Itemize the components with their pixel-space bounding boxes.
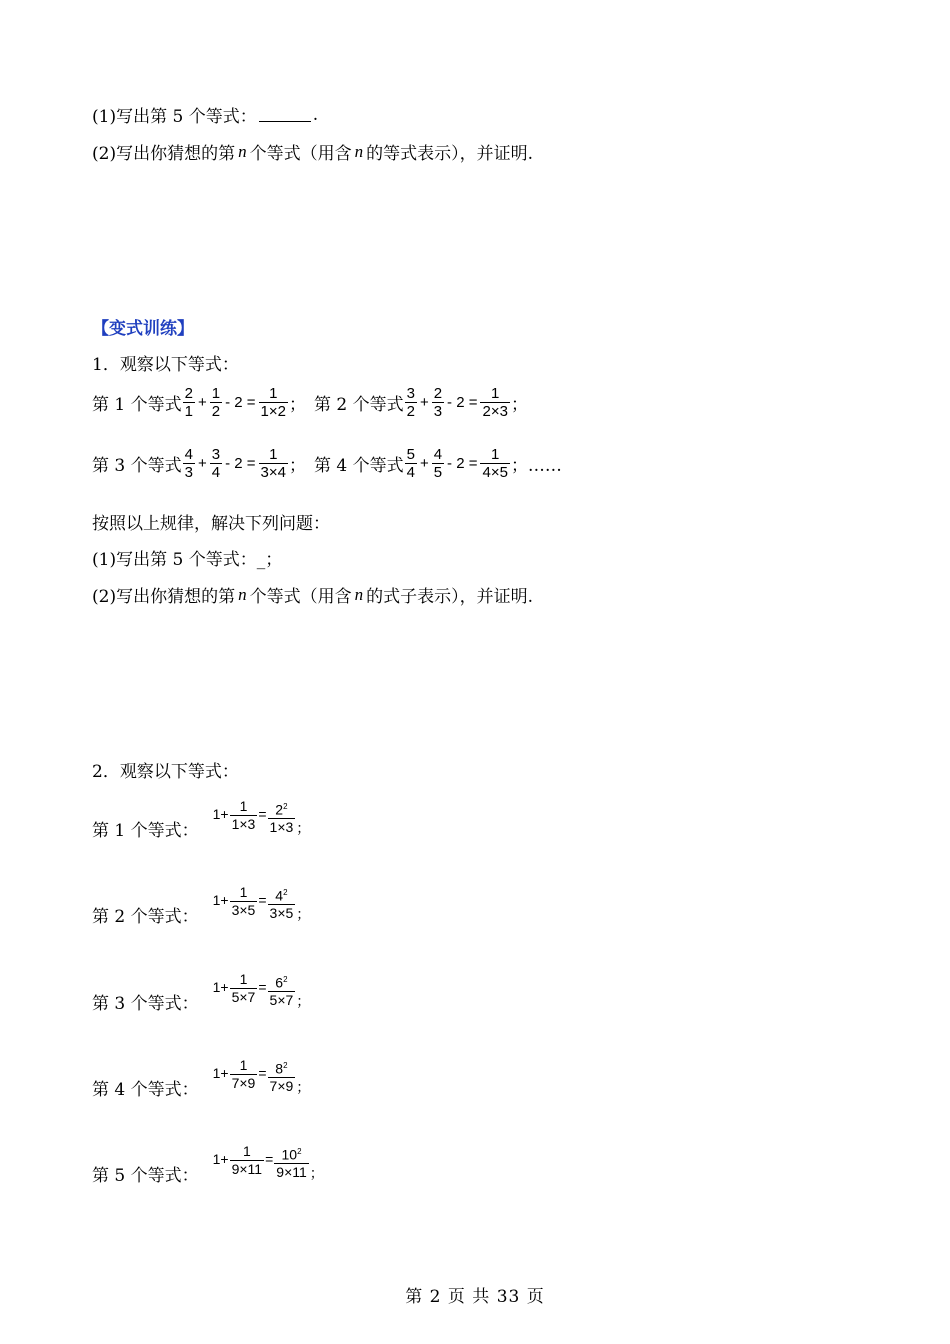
fraction-b: $\frac{1}{2}$	[211, 385, 221, 420]
fraction-a: $\frac{4}{3}$	[184, 446, 193, 481]
fraction-a: $\frac{2}{1}$	[184, 385, 193, 420]
question-2-text-a: (2)写出你猜想的第	[92, 587, 236, 607]
variable-n: n	[354, 584, 364, 604]
separator: ；……	[510, 456, 562, 476]
equation-label: 第 4 个等式	[313, 456, 404, 476]
exercise-1-question-2	[92, 582, 533, 607]
equation-label: 第 3 个等式	[92, 456, 182, 476]
fraction-result: $\frac{1}{1\times 2}$	[260, 385, 286, 420]
equation-label: 第 1 个等式：	[92, 821, 199, 841]
minus-two: - 2 =	[225, 394, 256, 411]
equation: 1+ $\frac{1}{5\times 7}$ = $\frac{6^2}{5\times 7}$ ；	[212, 970, 311, 1009]
equation-label: 第 2 个等式	[313, 395, 404, 415]
fraction-result: $\frac{1}{3\times 4}$	[260, 446, 286, 481]
exercise-2-intro: 2．观察以下等式：	[92, 762, 239, 782]
question-2-line	[92, 139, 533, 164]
question-2-text-b: 个等式（用含	[249, 587, 352, 607]
exercise-2-row-5	[92, 1139, 324, 1186]
equation-label: 第 3 个等式：	[92, 994, 199, 1014]
fraction-a: $\frac{3}{2}$	[406, 385, 415, 420]
separator: ；	[510, 395, 528, 415]
question-2-text-a: (2)写出你猜想的第	[92, 144, 236, 164]
fraction-result: $\frac{1}{2\times 3}$	[482, 385, 508, 420]
equation-label: 第 2 个等式：	[92, 907, 199, 927]
plus-sign: +	[197, 394, 207, 411]
equation-label: 第 4 个等式：	[92, 1080, 199, 1100]
plus-sign: +	[419, 394, 429, 411]
exercise-1-question-1	[92, 545, 282, 570]
answer-blank: _；	[256, 550, 283, 570]
minus-two: - 2 =	[447, 394, 478, 411]
minus-two: - 2 =	[225, 455, 256, 472]
question-1-line	[92, 102, 318, 127]
question-1-text: (1)写出第 5 个等式：	[92, 550, 257, 570]
section-title: 【变式训练】	[92, 319, 194, 339]
equation: 1+ $\frac{1}{1\times 3}$ = $\frac{2^2}{1\times 3}$ ；	[212, 797, 311, 836]
separator: ；	[288, 456, 306, 476]
equation-label: 第 1 个等式	[92, 395, 182, 415]
rule-text: 按照以上规律，解决下列问题：	[92, 514, 330, 534]
separator: ；	[288, 395, 306, 415]
plus-sign: +	[197, 455, 207, 472]
exercise-2-row-2	[92, 880, 310, 927]
plus-sign: +	[419, 455, 429, 472]
equation-label: 第 5 个等式：	[92, 1166, 199, 1186]
equation: 1+ $\frac{1}{3\times 5}$ = $\frac{4^2}{3\times 5}$ ；	[212, 883, 311, 922]
variable-n: n	[238, 141, 247, 161]
exercise-2-row-3	[92, 967, 310, 1014]
question-1-text: (1)写出第 5 个等式：	[92, 107, 257, 127]
fraction-a: $\frac{5}{4}$	[406, 446, 415, 481]
minus-two: - 2 =	[447, 455, 478, 472]
fraction-b: $\frac{4}{5}$	[433, 446, 443, 481]
question-2-text-c: 的等式表示），并证明.	[366, 144, 533, 164]
exercise-1-row-2	[92, 446, 562, 481]
fraction-result: $\frac{1}{4\times 5}$	[482, 446, 508, 481]
exercise-1-intro: 1．观察以下等式：	[92, 355, 239, 375]
exercise-1-row-1	[92, 385, 528, 420]
exercise-2-row-4	[92, 1053, 310, 1100]
fraction-b: $\frac{2}{3}$	[433, 385, 443, 420]
fraction-b: $\frac{3}{4}$	[211, 446, 221, 481]
equation: 1+ $\frac{1}{7\times 9}$ = $\frac{8^2}{7\times 9}$ ；	[212, 1056, 311, 1095]
variable-n: n	[354, 141, 364, 161]
question-2-text-c: 的式子表示），并证明.	[366, 587, 533, 607]
answer-blank	[259, 107, 311, 122]
variable-n: n	[238, 584, 247, 604]
exercise-2-row-1	[92, 794, 310, 841]
page-footer: 第 2 页 共 33 页	[405, 1287, 545, 1307]
question-2-text-b: 个等式（用含	[249, 144, 352, 164]
question-1-end: .	[312, 104, 319, 125]
equation: 1+ $\frac{1}{9\times 11}$ = $\frac{10^2}{9\times 11}$ ；	[212, 1142, 324, 1181]
